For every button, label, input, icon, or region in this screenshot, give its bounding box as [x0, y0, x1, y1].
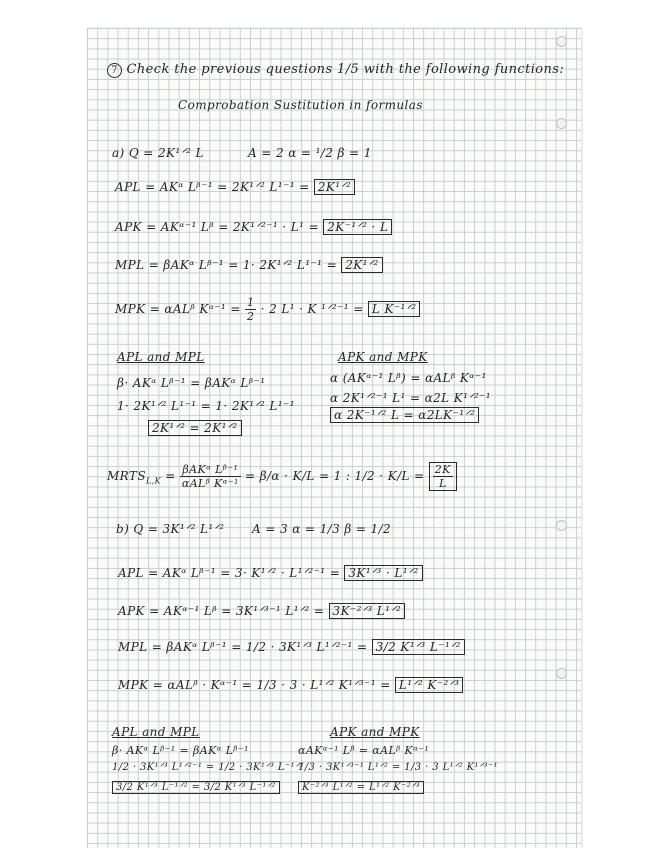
part-a-mpl [115, 258, 383, 272]
part-b-compare-left-box: 3/2 K¹ᐟ³ L⁻¹ᐟ² = 3/2 K¹ᐟ³ L⁻¹ᐟ² [112, 781, 280, 794]
part-b-params: A = 3 α = 1/3 β = 1/2 [252, 522, 392, 536]
part-b-heading: b) Q = 3K¹ᐟ² L¹ᐟ² [116, 522, 225, 536]
part-a-apl-expr: APL = AKᵅ Lᵝ⁻¹ = 2K¹ᐟ² L¹⁻¹ = [115, 180, 310, 194]
mrts-label: MRTS [107, 469, 146, 483]
part-b-compare-right-line2: 1/3 · 3K¹ᐟ³⁻¹ L¹ᐟ² = 1/3 · 3 L¹ᐟ² K¹ᐟ³⁻¹ [298, 762, 499, 773]
part-a-mrts: $MRTS_{L,K}$ = $\frac{\text{βAKᵅ Lᵝ⁻¹}}{\text{αALᵝ Kᵅ⁻¹}}$ = β/α · K/L = 1 : 1/2 · K/L = $\frac{2K}{L}$ [107, 462, 457, 491]
part-b-mpl-result: 3/2 K¹ᐟ³ L⁻¹ᐟ² [372, 639, 465, 655]
part-a-apk-expr: APK = AKᵅ⁻¹ Lᵝ = 2K¹ᐟ²⁻¹ · L¹ = [115, 220, 320, 234]
part-b-compare-right-result [298, 782, 424, 793]
exercise-title-text: Check the previous questions 1/5 with the following functions: [126, 62, 565, 77]
part-a-apk-result: 2K⁻¹ᐟ² · L [323, 219, 392, 235]
part-a-compare-left-box: 2K¹ᐟ² = 2K¹ᐟ² [148, 420, 242, 436]
part-b-compare-right-line1: αAKᵅ⁻¹ Lᵝ = αALᵝ Kᵅ⁻¹ [298, 744, 430, 757]
binder-hole [556, 36, 567, 47]
part-b-mpk-expr: MPK = αALᵝ · Kᵅ⁻¹ = 1/3 · 3 · L¹ᐟ² K¹ᐟ³⁻¹ = [118, 678, 391, 692]
part-a-mpl-expr: MPL = βAKᵅ Lᵝ⁻¹ = 1· 2K¹ᐟ² L¹⁻¹ = [115, 258, 338, 272]
mrts-fraction [180, 463, 241, 490]
part-b-apl-result: 3K¹ᐟ³ · L¹ᐟ² [344, 565, 422, 581]
part-b-apk [118, 604, 405, 618]
part-a-apk [115, 220, 392, 234]
part-a-mpk-expr-2: · 2 L¹ · K ¹ᐟ²⁻¹ = [260, 302, 364, 316]
part-b-compare-left-line2: 1/2 · 3K¹ᐟ³ L¹ᐟ²⁻¹ = 1/2 · 3K¹ᐟ³ L⁻¹ᐟ² [112, 762, 305, 773]
part-b-mpl-expr: MPL = βAKᵅ Lᵝ⁻¹ = 1/2 · 3K¹ᐟ³ L¹ᐟ²⁻¹ = [118, 640, 368, 654]
part-a-compare-left-result [148, 421, 242, 435]
part-a-compare-left-title: APL and MPL [117, 350, 205, 364]
mrts-subscript: L,K [145, 476, 161, 486]
mrts-denominator: αALᵝ Kᵅ⁻¹ [181, 477, 239, 490]
part-b-compare-right-box: K⁻²ᐟ³ L¹ᐟ² = L¹ᐟ² K⁻²ᐟ³ [298, 781, 424, 794]
part-b-mpk-result: L¹ᐟ² K⁻²ᐟ³ [395, 677, 463, 693]
mrts-result-denominator: L [438, 477, 447, 490]
part-a-mpk-expr: MPK = αALᵝ Kᵅ⁻¹ = [115, 302, 241, 316]
binder-hole [556, 118, 567, 129]
part-b-compare-left-title: APL and MPL [112, 725, 200, 739]
part-a-compare-right-result [330, 408, 479, 422]
part-a-apl [115, 180, 355, 194]
binder-hole [556, 520, 567, 531]
part-a-compare-right-line1: α (AKᵅ⁻¹ Lᵝ) = αALᵝ Kᵅ⁻¹ [330, 371, 487, 385]
mrts-simplification: = β/α · K/L = 1 : 1/2 · K/L = [244, 469, 425, 483]
part-a-apl-result: 2K¹ᐟ² [314, 179, 355, 195]
part-a-compare-right-line2: α 2K¹ᐟ²⁻¹ L¹ = α2L K¹ᐟ²⁻¹ [330, 391, 491, 405]
part-a-compare-left-line1: β· AKᵅ Lᵝ⁻¹ = βAKᵅ Lᵝ⁻¹ [117, 376, 266, 390]
part-a-mpk-half: $\frac{1}{2}$ [247, 296, 255, 323]
binder-hole [556, 668, 567, 679]
part-b-apl [118, 566, 423, 580]
part-b-mpk [118, 678, 463, 692]
part-a-heading: a) Q = 2K¹ᐟ² L [112, 146, 204, 160]
part-b-compare-left-line1: β· AKᵅ Lᵝ⁻¹ = βAKᵅ Lᵝ⁻¹ [112, 744, 249, 757]
part-a-mpl-result: 2K¹ᐟ² [341, 257, 382, 273]
exercise-title [107, 62, 564, 78]
mrts-result-numerator: 2K [434, 463, 451, 476]
part-a-compare-right-title: APK and MPK [338, 350, 428, 364]
part-b-compare-right-title: APK and MPK [330, 725, 420, 739]
mrts-result [429, 462, 457, 491]
part-a-mpk-result: L K⁻¹ᐟ² [368, 301, 421, 317]
exercise-subtitle: Comprobation Sustitution in formulas [178, 98, 423, 112]
part-b-compare-left-result [112, 782, 280, 793]
part-b-mpl [118, 640, 465, 654]
part-b-apk-result: 3K⁻²ᐟ³ L¹ᐟ² [329, 603, 406, 619]
part-b-apl-expr: APL = AKᵅ Lᵝ⁻¹ = 3· K¹ᐟ² · L¹ᐟ²⁻¹ = [118, 566, 341, 580]
mrts-numerator: βAKᵅ Lᵝ⁻¹ [180, 463, 241, 477]
part-b-apk-expr: APK = AKᵅ⁻¹ Lᵝ = 3K¹ᐟ³⁻¹ L¹ᐟ² = [118, 604, 325, 618]
part-a-params: A = 2 α = ¹/2 β = 1 [248, 146, 372, 160]
part-a-compare-left-line2: 1· 2K¹ᐟ² L¹⁻¹ = 1· 2K¹ᐟ² L¹⁻¹ [117, 399, 295, 413]
part-a-mpk [115, 296, 420, 323]
part-a-compare-right-box: α 2K⁻¹ᐟ² L = α2LK⁻¹ᐟ² [330, 407, 479, 423]
exercise-number: 7 [107, 63, 122, 78]
